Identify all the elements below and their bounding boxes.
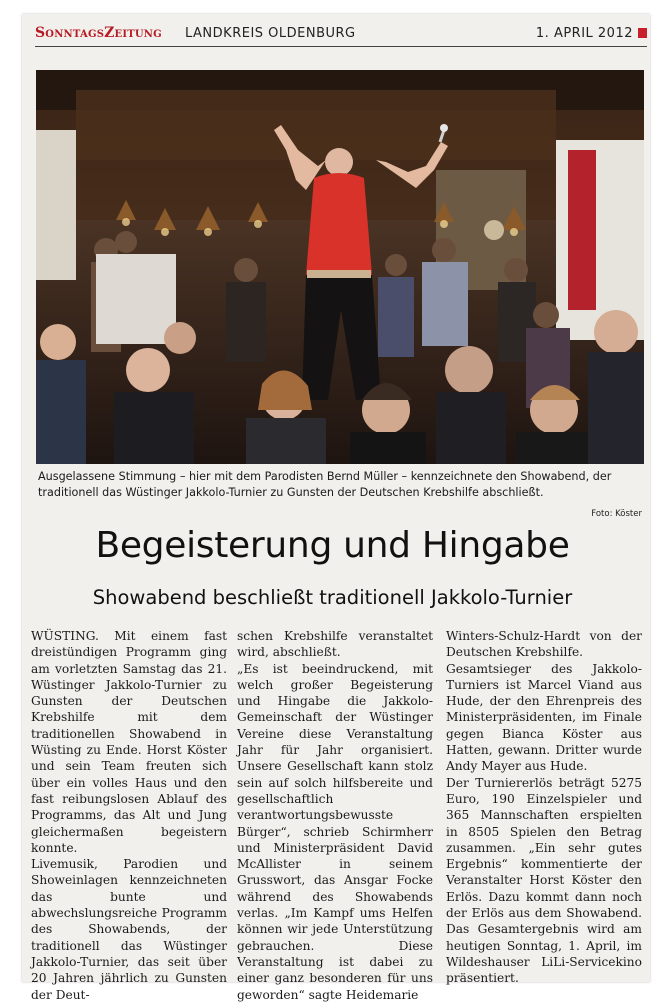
article-column-3: Winters-Schulz-Hardt von der Deutschen Krebshilfe. Gesamtsieger des Jakkolo-Turniers ist Marcel Viand aus Hude, der den Ehrenpreis des Ministerpräsidenten, im Finale gegen Bianca Köster aus Hatten, gewann. Dritter wurde Andy Mayer aus Hude. Der Turniererlös beträgt 5275 Euro, 190 Einzelspieler und 365 Mannschaften erspielten in 8505 Spielen den Betrag zusammen. „Ein sehr gutes Ergebnis“ kommentierte der Veranstalter Horst Köster den Erlös. Dazu kommt dann noch der Erlös aus dem Showabend. Das Gesamtergebnis wird am heutigen Sonntag, 1. April, im Wildeshauser LiLi-Servicekino präsentiert. [446,629,642,986]
article-headline: Begeisterung und Hingabe [95,525,570,566]
event-photo-illustration [36,70,644,464]
photo-credit: Foto: Köster [591,509,642,519]
issue-date: 1. APRIL 2012 [535,26,633,41]
article-subheadline: Showabend beschließt traditionell Jakkolo-Turnier [92,586,573,609]
masthead [35,22,647,47]
article-column-1: WÜSTING. Mit einem fast dreistündigen Programm ging am vorletzten Samstag das 21. Wüstinger Jakkolo-Turnier zu Gunsten der Deutschen Krebshilfe mit dem traditionellen Showabend in Wüsting zu Ende. Horst Köster und sein Team freuten sich über ein volles Haus und den fast reibungslosen Ablauf des Programms, das Alt und Jung gleichermaßen begeistern konnte. Livemusik, Parodien und Showeinlagen kennzeichneten das bunte und abwechslungsreiche Programm des Showabends, der traditionell das Wüstinger Jakkolo-Turnier, das seit über 20 Jahren jährlich zu Gunsten der Deut- [31,629,227,1002]
newspaper-name: SonntagsZeitung [35,25,162,41]
photo-caption: Ausgelassene Stimmung – hier mit dem Parodisten Bernd Müller – kennzeichnete den Showabend, der traditionell das Wüstinger Jakkolo-Turnier zu Gunsten der Deutschen Krebshilfe abschließt. [38,470,612,499]
masthead-marker [638,28,647,38]
edition-label: LANDKREIS OLDENBURG [185,26,356,41]
article-column-2: schen Krebshilfe veranstaltet wird, abschließt. „Es ist beeindruckend, mit welch großer Begeisterung und Hingabe die Jakkolo-Gemeinschaft der Wüstinger Vereine diese Veranstaltung Jahr für Jahr organisiert. Unsere Gesellschaft kann stolz sein auf solch hilfsbereite und gesellschaftlich verantwortungsbewusste Bürger“, schrieb Schirmherr und Ministerpräsident David McAllister in seinem Grusswort, das Ansgar Focke während des Showabends verlas. „Im Kampf ums Helfen können wir jede Unterstützung gebrauchen. Diese Veranstaltung ist dabei zu einer ganz besonderen für uns geworden“ sagte Heidemarie [237,629,433,1002]
event-photo [36,70,644,464]
